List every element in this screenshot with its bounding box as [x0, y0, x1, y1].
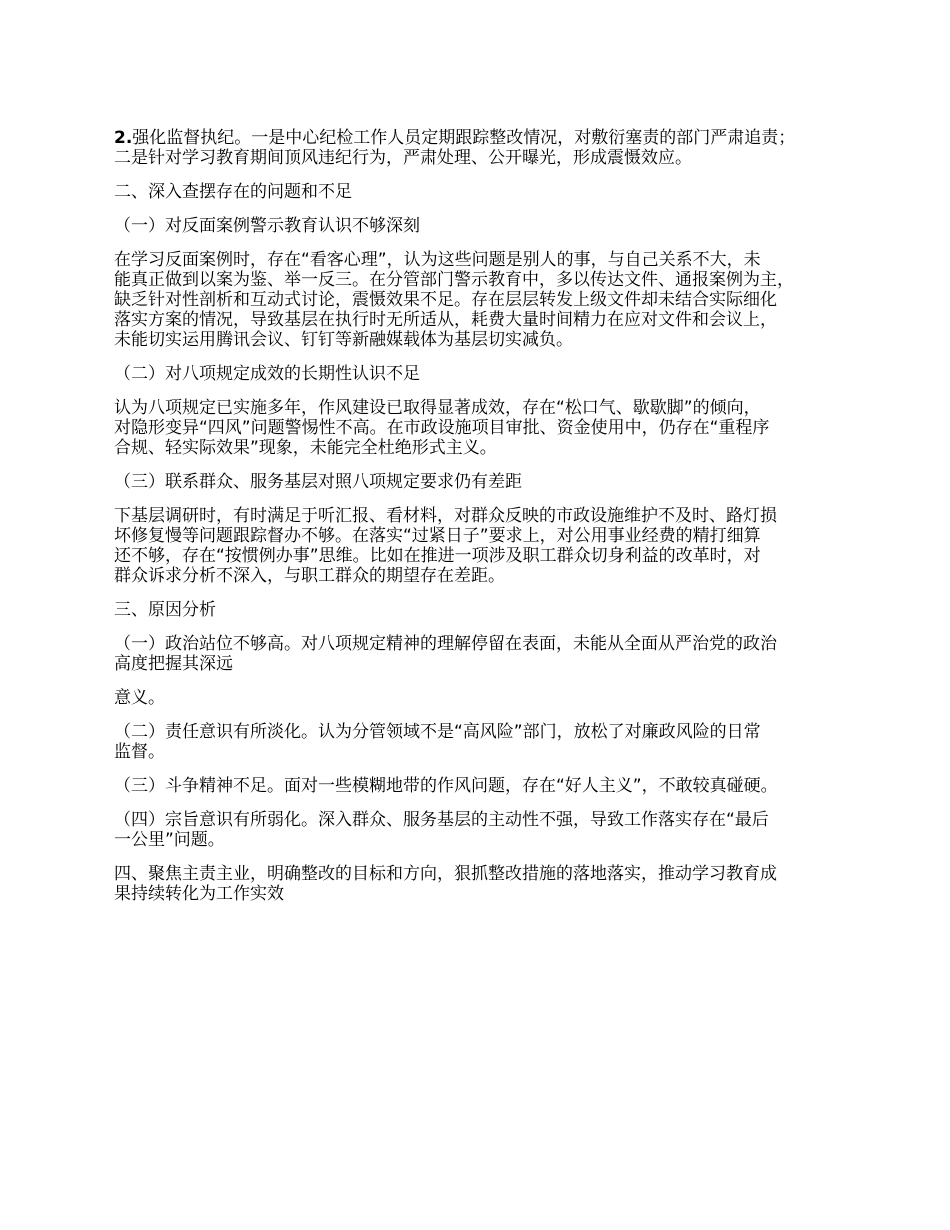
text-line: 未能切实运用腾讯会议、钉钉等新融媒载体为基层切实减负。	[114, 330, 573, 350]
document-page	[114, 128, 864, 918]
text-line: 在学习反面案例时，存在“看客心理”，认为这些问题是别人的事，与自己关系不大，未	[114, 250, 761, 270]
text-line: 对隐形变异“四风”问题警惕性不高。在市政设施项目审批、资金使用中，仍存在“重程序	[114, 418, 770, 438]
paragraph-warning-education	[114, 250, 864, 350]
text-line: 果持续转化为工作实效	[114, 884, 284, 904]
text-line: （二）责任意识有所淡化。认为分管领域不是“高风险”部门，放松了对廉政风险的日常	[114, 722, 761, 742]
text-line: 群众诉求分析不深入，与职工群众的期望存在差距。	[114, 566, 505, 586]
text-line: 一公里”问题。	[114, 830, 225, 850]
text-line: 能真正做到以案为鉴、举一反三。在分管部门警示教育中，多以传达文件、通报案例为主，	[114, 270, 794, 290]
text-line: 四、聚焦主责主业，明确整改的目标和方向，狠抓整改措施的落地落实，推动学习教育成	[114, 864, 777, 884]
paragraph-cause-political-tail: 意义。	[114, 688, 165, 708]
item-number: 2.	[114, 128, 133, 148]
text-line: 缺乏针对性剖析和互动式讨论，震慑效果不足。存在层层转发上级文件却未结合实际细化	[114, 290, 777, 310]
paragraph-serving-masses	[114, 506, 864, 586]
text-line: 二是针对学习教育期间顶风违纪行为，严肃处理、公开曝光，形成震慑效应。	[114, 148, 692, 168]
subheading-warning-education: （一）对反面案例警示教育认识不够深刻	[114, 216, 420, 236]
text-line: （一）政治站位不够高。对八项规定精神的理解停留在表面，未能从全面从严治党的政治	[114, 634, 777, 654]
text-line: 还不够，存在“按惯例办事”思维。比如在推进一项涉及职工群众切身利益的改革时，对	[114, 546, 761, 566]
subheading-serving-masses: （三）联系群众、服务基层对照八项规定要求仍有差距	[114, 472, 522, 492]
paragraph-cause-political	[114, 634, 864, 674]
text-line: （四）宗旨意识有所弱化。深入群众、服务基层的主动性不强，导致工作落实存在“最后	[114, 810, 769, 830]
text-line: 下基层调研时，有时满足于听汇报、看材料，对群众反映的市政设施维护不及时、路灯损	[114, 506, 777, 526]
text-line: 2.强化监督执纪。一是中心纪检工作人员定期跟踪整改情况，对敷衍塞责的部门严肃追责；	[114, 128, 796, 148]
text-line: 监督。	[114, 742, 165, 762]
text-line: 合规、轻实际效果”现象，未能完全杜绝形式主义。	[114, 438, 497, 458]
section-heading-problems: 二、深入查摆存在的问题和不足	[114, 182, 352, 202]
text-line: 落实方案的情况，导致基层在执行时无所适从，耗费大量时间精力在应对文件和会议上，	[114, 310, 777, 330]
subheading-eight-rules: （二）对八项规定成效的长期性认识不足	[114, 364, 420, 384]
text-line: 坏修复慢等问题跟踪督办不够。在落实“过紧日子”要求上，对公用事业经费的精打细算	[114, 526, 761, 546]
paragraph-eight-rules	[114, 398, 864, 458]
section-heading-causes: 三、原因分析	[114, 600, 216, 620]
paragraph-cause-responsibility	[114, 722, 864, 762]
text-line: 高度把握其深远	[114, 654, 233, 674]
section-heading-focus	[114, 864, 864, 904]
paragraph-cause-purpose	[114, 810, 864, 850]
text-line: 认为八项规定已实施多年，作风建设已取得显著成效，存在“松口气、歇歇脚”的倾向，	[114, 398, 761, 418]
paragraph-cause-struggle: （三）斗争精神不足。面对一些模糊地带的作风问题，存在“好人主义”，不敢较真碰硬。	[114, 776, 778, 796]
paragraph-supervision	[114, 128, 864, 168]
